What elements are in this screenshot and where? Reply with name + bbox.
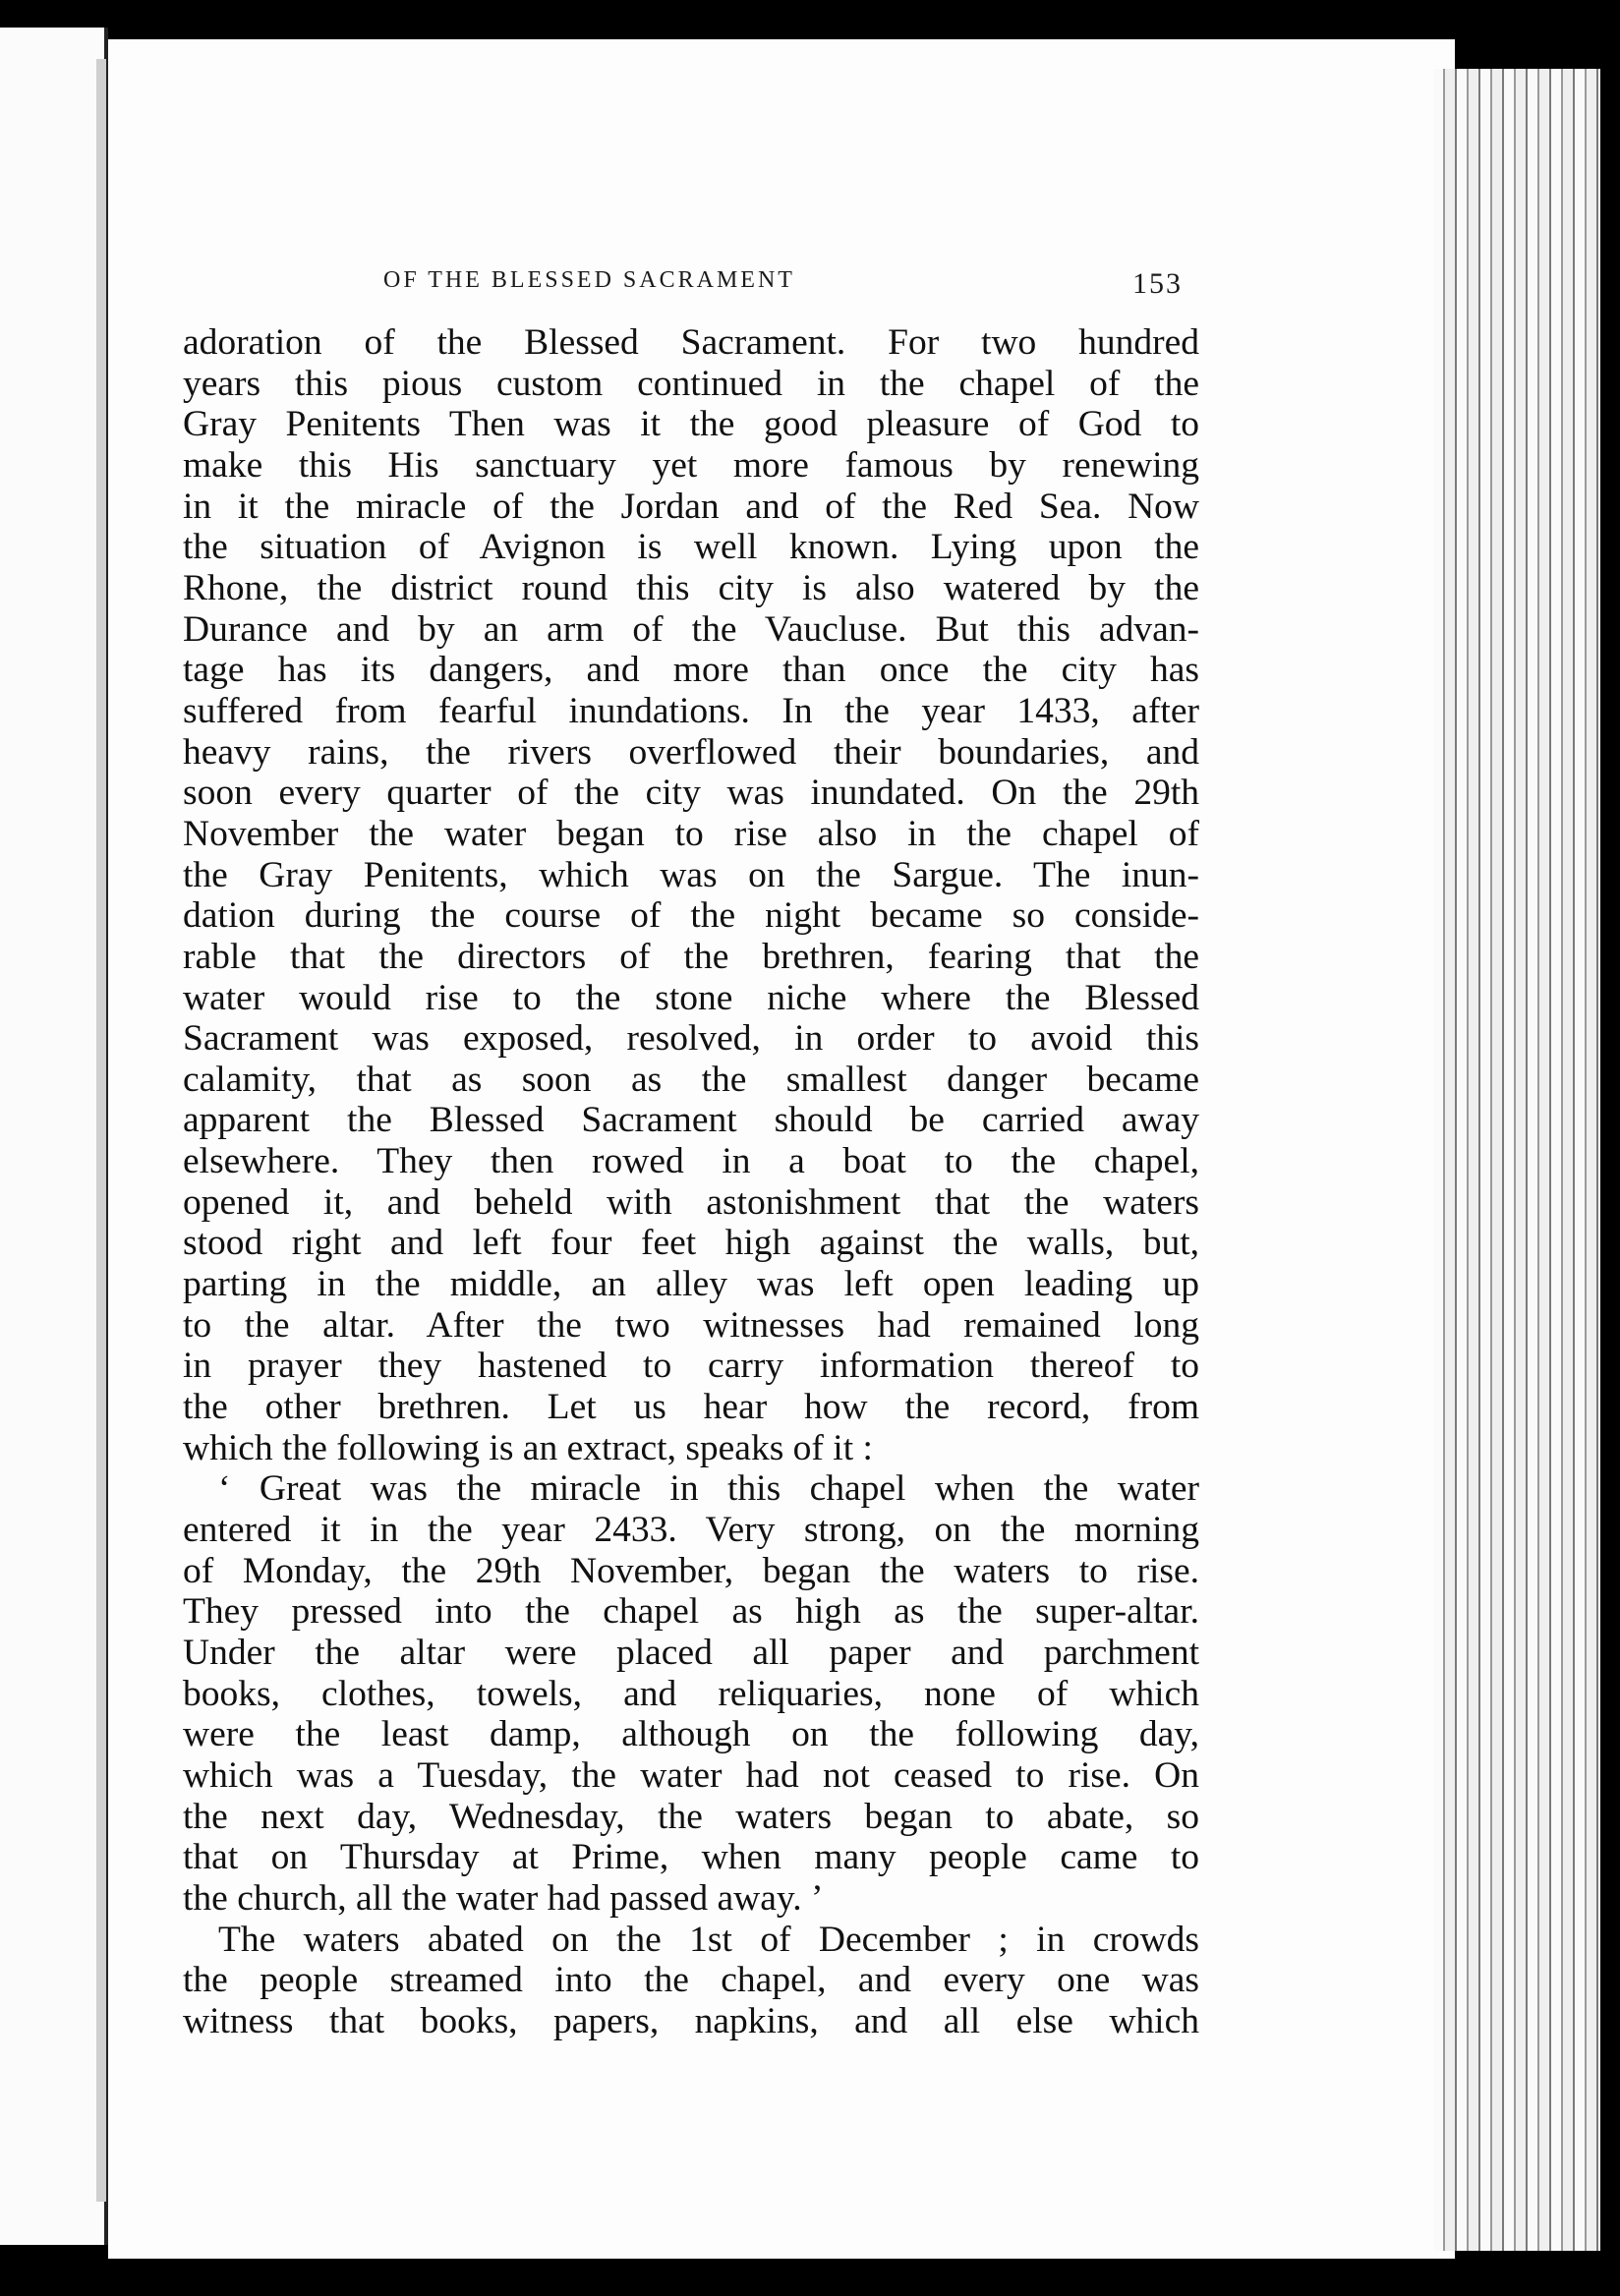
text-line: parting in the middle, an alley was left open leading up	[183, 1264, 1199, 1305]
page-stack-edges	[1433, 69, 1600, 2251]
text-line: ‘ Great was the miracle in this chapel when the water	[218, 1468, 1199, 1510]
text-line: that on Thursday at Prime, when many people came to	[183, 1837, 1199, 1878]
text-line: adoration of the Blessed Sacrament. For two hundred	[183, 322, 1199, 363]
text-line: books, clothes, towels, and reliquaries, none of which	[183, 1673, 1199, 1714]
text-line: suffered from fearful inundations. In the year 1433, after	[183, 690, 1199, 731]
text-line: the next day, Wednesday, the waters began to abate, so	[183, 1796, 1199, 1837]
text-line: The waters abated on the 1st of December ; in crowds	[218, 1919, 1199, 1960]
text-line: Gray Penitents Then was it the good pleasure of God to	[183, 404, 1199, 445]
text-line: opened it, and beheld with astonishment that the waters	[183, 1181, 1199, 1223]
text-line: dation during the course of the night became so conside-	[183, 895, 1199, 937]
text-line: Under the altar were placed all paper and parchment	[183, 1633, 1199, 1673]
text-line: to the altar. After the two witnesses had remained long	[183, 1304, 1199, 1346]
text-line: the situation of Avignon is well known. Lying upon the	[183, 527, 1199, 568]
text-line: witness that books, papers, napkins, and all else which	[183, 2000, 1199, 2041]
text-line: apparent the Blessed Sacrament should be carried away	[183, 1100, 1199, 1141]
text-line: Rhone, the district round this city is also watered by the	[183, 567, 1199, 608]
text-line: elsewhere. They then rowed in a boat to the chapel,	[183, 1141, 1199, 1182]
text-line: heavy rains, the rivers overflowed their boundaries, and	[183, 731, 1199, 773]
gutter-shadow	[96, 59, 106, 2202]
running-title: OF THE BLESSED SACRAMENT	[383, 267, 795, 293]
text-line: which was a Tuesday, the water had not ceased to rise. On	[183, 1754, 1199, 1796]
body-text	[183, 322, 1199, 2042]
text-line: the Gray Penitents, which was on the Sargue. The inun-	[183, 854, 1199, 895]
text-line: rable that the directors of the brethren, fearing that the	[183, 936, 1199, 977]
text-line: were the least damp, although on the following day,	[183, 1714, 1199, 1755]
facing-page-edge	[0, 28, 108, 2245]
text-line: entered it in the year 2433. Very strong, on the morning	[183, 1510, 1199, 1551]
text-line: make this His sanctuary yet more famous by renewing	[183, 444, 1199, 486]
text-line: November the water began to rise also in the chapel of	[183, 813, 1199, 854]
text-line: They pressed into the chapel as high as the super-altar.	[183, 1591, 1199, 1633]
text-line: the people streamed into the chapel, and every one was	[183, 1960, 1199, 2001]
text-line: Sacrament was exposed, resolved, in order to avoid this	[183, 1018, 1199, 1060]
text-line: Durance and by an arm of the Vaucluse. But this advan-	[183, 608, 1199, 650]
text-line: of Monday, the 29th November, began the waters to rise.	[183, 1550, 1199, 1591]
text-line: stood right and left four feet high against the walls, but,	[183, 1223, 1199, 1264]
text-line: in prayer they hastened to carry information thereof to	[183, 1346, 1199, 1387]
page-number: 153	[1132, 267, 1183, 300]
text-line: the other brethren. Let us hear how the record, from	[183, 1387, 1199, 1428]
text-line: in it the miracle of the Jordan and of the Red Sea. Now	[183, 486, 1199, 527]
running-header	[383, 267, 1219, 300]
text-line: calamity, that as soon as the smallest danger became	[183, 1059, 1199, 1100]
text-line: tage has its dangers, and more than once the city has	[183, 650, 1199, 691]
text-line: years this pious custom continued in the chapel of the	[183, 363, 1199, 404]
text-line: water would rise to the stone niche where the Blessed	[183, 977, 1199, 1018]
text-line: soon every quarter of the city was inundated. On the 29th	[183, 773, 1199, 814]
text-line: the church, all the water had passed away. ’	[183, 1877, 824, 1919]
text-line: which the following is an extract, speaks of it :	[183, 1427, 873, 1468]
